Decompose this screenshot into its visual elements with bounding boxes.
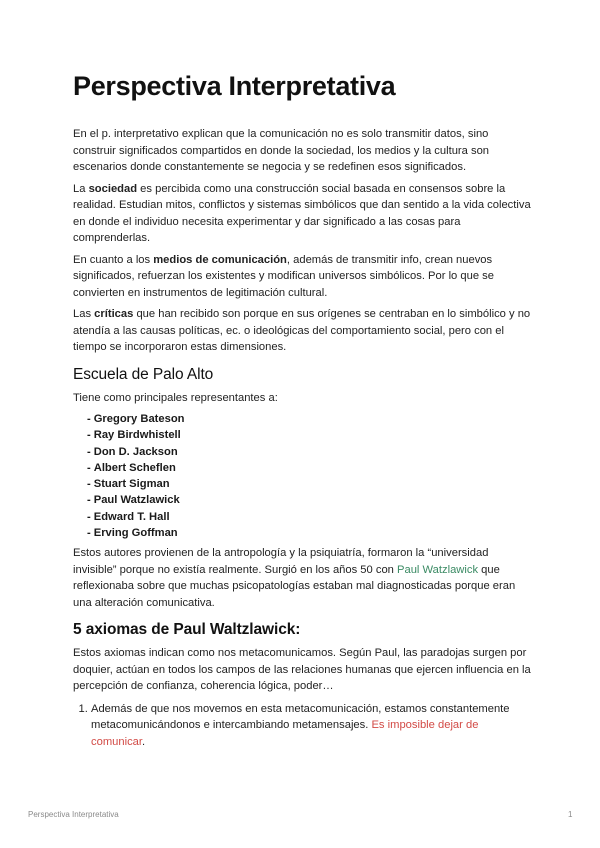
section-heading-palo-alto: Escuela de Palo Alto <box>73 365 214 383</box>
text-segment: . <box>142 735 146 748</box>
medios-paragraph <box>73 252 533 302</box>
list-item-text: Paul Watzlawick <box>93 494 180 507</box>
palo-alto-paragraph <box>73 545 533 611</box>
list-item <box>87 525 533 541</box>
dash-bullet: - <box>87 494 91 507</box>
list-item <box>87 476 533 492</box>
dash-bullet: - <box>87 510 91 523</box>
palo-alto-lead: Tiene como principales representantes a: <box>73 391 278 404</box>
text-segment: Además de que nos movemos en esta metacomunicación, estamos constantemente metacomunicándonos e intercambiando metamensajes. <box>91 702 510 732</box>
representatives-list <box>87 411 533 541</box>
text-segment: es percibida como una construcción social basada en consensos sobre la realidad. Estudian mitos, conflictos y sistemas simbólicos que dan sentido a la vida colectiva en donde el individuo necesita experimentar y dar significado a las cosas para comprenderlas. <box>73 182 531 244</box>
list-item-text: Albert Scheflen <box>93 461 176 474</box>
bold-term: medios de comunicación <box>153 253 287 266</box>
list-item-text: Stuart Sigman <box>93 478 170 491</box>
watzlawick-link[interactable]: Paul Watzlawick <box>397 563 479 576</box>
page-title: Perspectiva Interpretativa <box>73 71 396 101</box>
list-item-text: Erving Goffman <box>93 527 178 540</box>
intro-paragraph: En el p. interpretativo explican que la comunicación no es solo transmitir datos, sino construir significados compartidos en donde la sociedad, los medios y la cultura son escenarios donde constantemente se negocia y se redefinen esos significados. <box>73 128 490 173</box>
dash-bullet: - <box>87 445 91 458</box>
list-item <box>87 444 533 460</box>
text-segment: Estos autores provienen de la antropología y la psiquiatría, formaron la “universidad invisible” porque no existía realmente. Surgió en los años 50 con <box>73 547 489 576</box>
page-number: 1 <box>568 810 573 819</box>
dash-bullet: - <box>87 413 91 425</box>
bold-term: críticas <box>94 308 134 320</box>
dash-bullet: - <box>87 461 91 474</box>
list-item-text: Ray Birdwhistell <box>93 429 181 442</box>
document-body <box>73 126 533 750</box>
dash-bullet: - <box>87 527 91 540</box>
dash-bullet: - <box>87 478 91 491</box>
axioma-item <box>91 701 533 751</box>
text-segment: , además de transmitir info, crean nuevos significados, refuerzan los existentes y modifican universos simbólicos. Por lo que se convierten en instrumentos de legitimación cultural. <box>73 253 494 299</box>
footer-title: Perspectiva Interpretativa <box>28 810 119 819</box>
highlight-text: Es imposible dejar de comunicar <box>91 719 479 748</box>
sociedad-paragraph <box>73 181 533 247</box>
axiomas-intro: Estos axiomas indican como nos metacomunicamos. Según Paul, las paradojas surgen por doquier, actúan en todos los campos de las relaciones humanas que ejercen influencia en la percepción de confianza, coherencia lógica, poder… <box>73 647 531 693</box>
text-segment: En cuanto a los <box>73 253 154 266</box>
text-segment: que han recibido son porque en sus orígenes se centraban en lo simbólico y no atendía a las causas políticas, ec. o ideológicas del comportamiento social, pero con el tiempo se incorporaron estas dimensiones. <box>73 308 531 353</box>
bold-term: sociedad <box>88 182 138 195</box>
text-segment: La <box>73 182 89 195</box>
list-item <box>87 460 533 476</box>
section-heading-axiomas: 5 axiomas de Paul Waltzlawick: <box>73 621 301 639</box>
list-item <box>87 427 533 443</box>
criticas-paragraph <box>73 306 533 356</box>
text-segment: Las <box>73 308 95 320</box>
axiomas-list <box>73 701 533 751</box>
list-item-text: Edward T. Hall <box>93 510 170 523</box>
list-item <box>87 509 533 525</box>
list-item <box>87 411 533 427</box>
dash-bullet: - <box>87 429 91 442</box>
list-item-text: Gregory Bateson <box>93 413 185 425</box>
text-segment: que reflexionaba sobre que muchas psicopatologías estaban mal diagnosticadas porque eran una alteración comunicativa. <box>73 563 516 609</box>
list-item <box>87 492 533 508</box>
list-item-text: Don D. Jackson <box>93 445 178 458</box>
